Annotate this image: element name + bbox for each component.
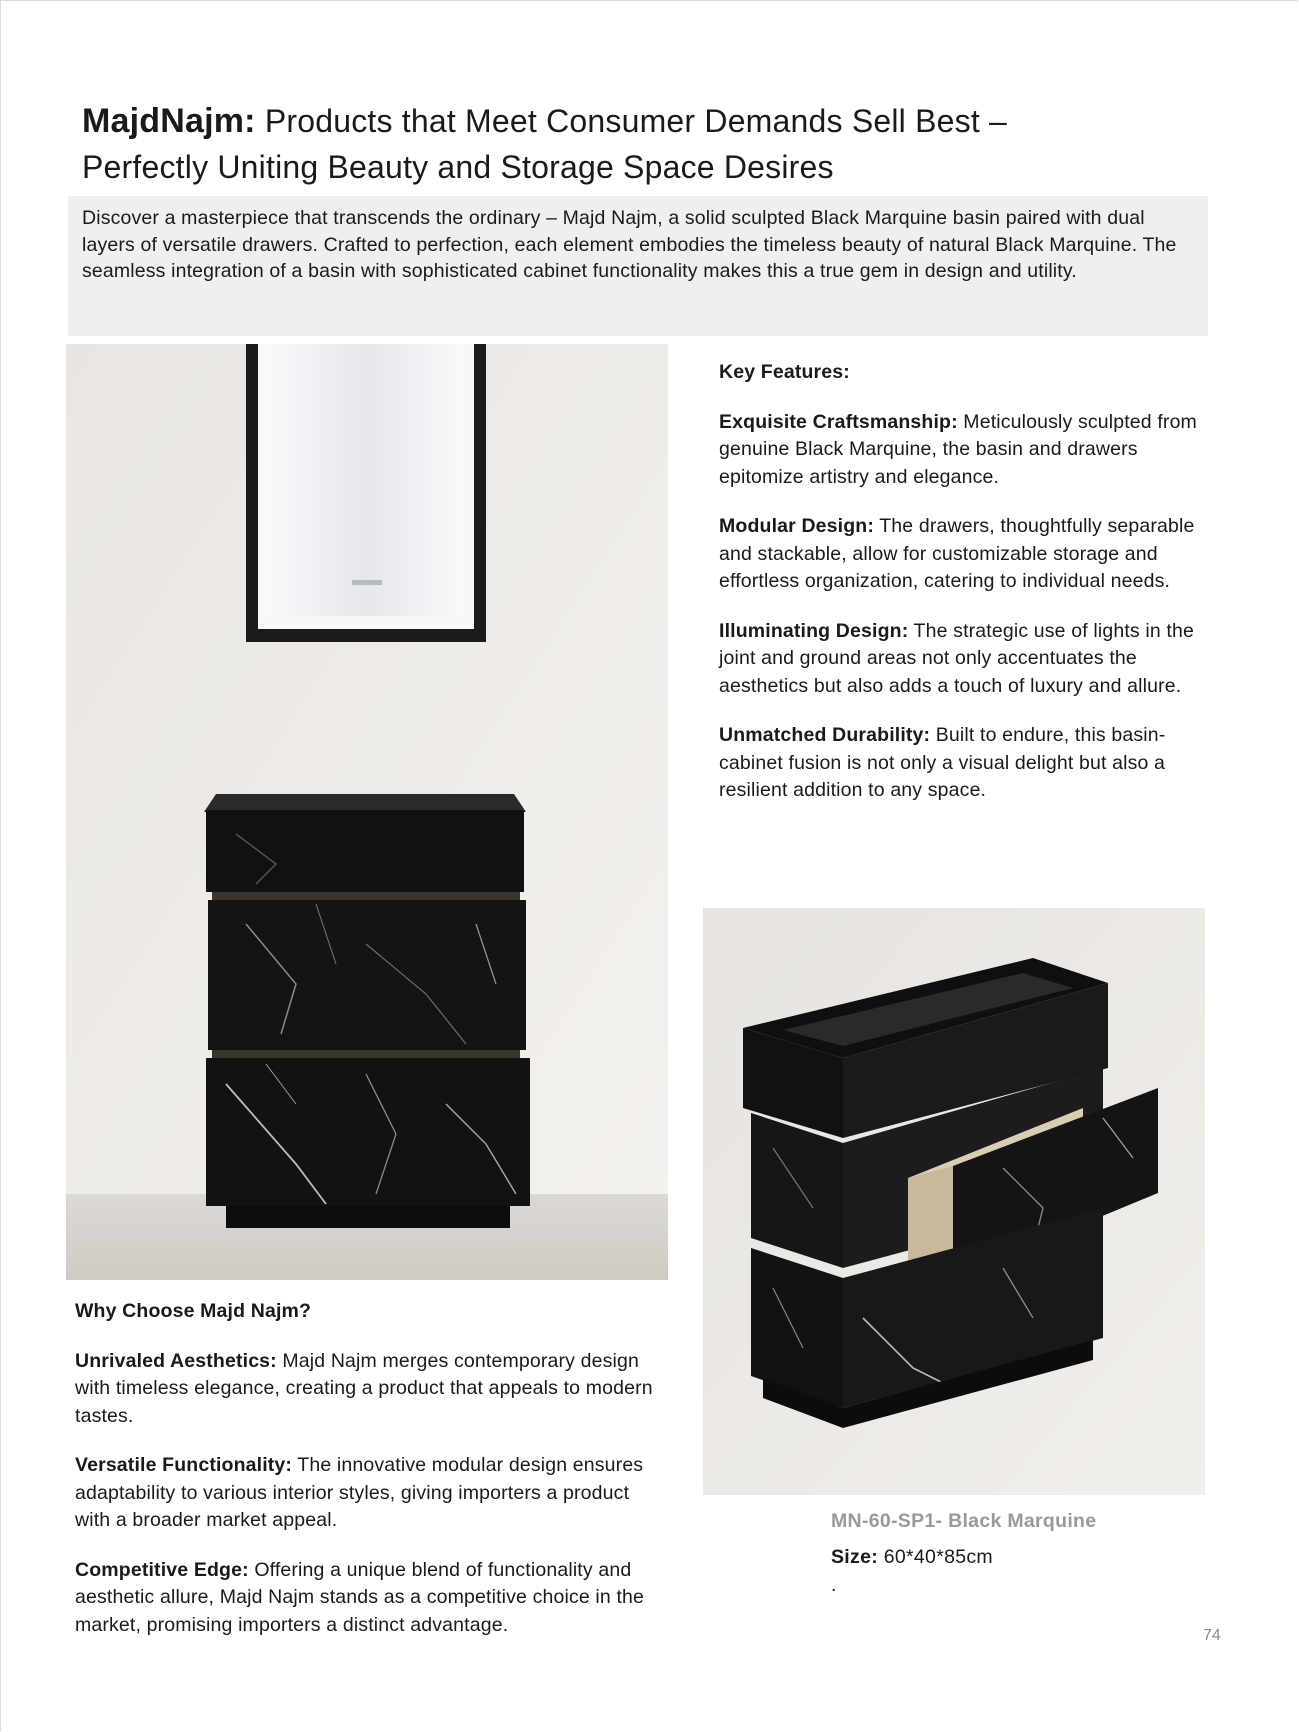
drawer-photo	[703, 908, 1205, 1495]
feature-text: The strategic use of lights in the joint and ground areas not only accentuates the aesthetics but also adds a touch of luxury and allure.	[719, 619, 1194, 697]
why-title: Unrivaled Aesthetics:	[75, 1349, 277, 1372]
feature-item	[719, 618, 1219, 701]
product-size	[831, 1546, 993, 1569]
product-code: MN-60-SP1- Black Marquine	[831, 1510, 1097, 1532]
key-features-heading: Key Features:	[719, 361, 850, 383]
why-text: Offering a unique blend of functionality and aesthetic allure, Majd Najm stands as a competitive choice in the market, promising importers a distinct advantage.	[75, 1558, 645, 1636]
why-item	[75, 1348, 665, 1431]
feature-item	[719, 722, 1219, 805]
why-item	[75, 1557, 665, 1640]
intro-text: Discover a masterpiece that transcends the ordinary – Majd Najm, a solid sculpted Black Marquine basin paired with dual layers of versatile drawers. Crafted to perfection, each element embodies the timeless beauty of natural Black Marquine. The seamless integration of a basin with sophisticated cabinet functionality makes this a true gem in design and utility.	[82, 207, 1177, 282]
size-label: Size:	[831, 1546, 879, 1568]
feature-item	[719, 409, 1219, 492]
why-title: Versatile Functionality:	[75, 1454, 293, 1476]
why-choose-heading: Why Choose Majd Najm?	[75, 1300, 312, 1322]
feature-title: Unmatched Durability:	[719, 724, 931, 746]
feature-text: Meticulously sculpted from genuine Black Marquine, the basin and drawers epitomize artistry and elegance.	[719, 410, 1197, 488]
brand-name: MajdNajm:	[82, 102, 256, 140]
size-value: 60*40*85cm	[878, 1546, 993, 1568]
page-number: 74	[1203, 1627, 1221, 1644]
vanity-photo	[66, 344, 668, 1280]
why-text: The innovative modular design ensures adaptability to various interior styles, giving importers a product with a broader market appeal.	[75, 1454, 644, 1531]
title-line-1: Products that Meet Consumer Demands Sell Best –	[264, 103, 1007, 139]
why-choose	[75, 1298, 665, 1639]
why-item	[75, 1452, 665, 1535]
why-text: Majd Najm merges contemporary design with timeless elegance, creating a product that appeals to modern tastes.	[75, 1349, 653, 1427]
title-line-2: Perfectly Uniting Beauty and Storage Space Desires	[82, 149, 834, 185]
intro-box	[68, 196, 1208, 336]
feature-item	[719, 513, 1219, 596]
page-title	[82, 98, 1202, 190]
feature-text: Built to endure, this basin-cabinet fusion is not only a visual delight but also a resilient addition to any space.	[719, 724, 1166, 801]
feature-text: The drawers, thoughtfully separable and stackable, allow for customizable storage and effortless organization, catering to individual needs.	[719, 515, 1195, 592]
feature-title: Exquisite Craftsmanship:	[719, 410, 958, 433]
feature-title: Illuminating Design:	[719, 619, 909, 642]
caption-dot: .	[831, 1574, 837, 1596]
why-title: Competitive Edge:	[75, 1558, 249, 1581]
key-features	[719, 359, 1219, 805]
feature-title: Modular Design:	[719, 515, 875, 537]
